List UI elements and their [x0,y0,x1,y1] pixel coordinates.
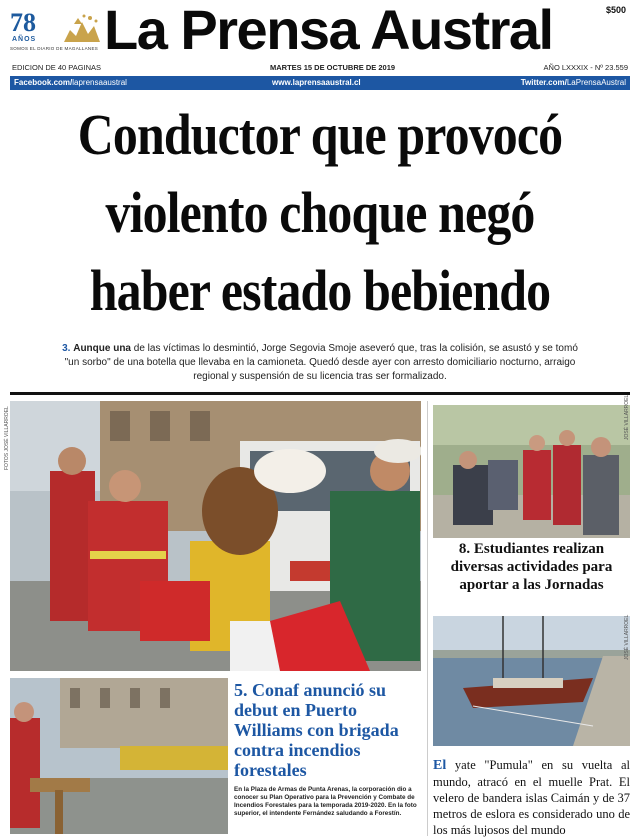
section-divider [10,392,630,395]
column-divider [427,401,428,836]
anniversary-logo [10,6,100,52]
conaf-headline [234,680,424,780]
social-bar [10,76,630,90]
conaf-page-number: 5. [234,680,248,700]
yacht-dropcap: El [433,758,447,773]
conaf-headline-text: Conaf anunció su debut en Puerto Williams con brigada contra incendios forestales [234,680,399,780]
main-headline [45,96,595,330]
lead-text: de las víctimas lo desmintió, Jorge Segovia Smoje aseveró que, tras la colisión, se asustó y se tomó "un sorbo" de una botella que llevaba en la camioneta. Quedó desde ayer con arresto domiciliario nocturno, arraigo regional y suspensión de su licencia tras ser formalizado. [64,343,578,382]
lead-page-number: 3. [62,343,71,354]
students-photo-illustration [433,405,630,538]
yacht-photo [433,616,630,746]
twitter-link[interactable]: Twitter.com/LaPrensaAustral [520,78,626,87]
main-photo-credit: FOTOS JOSÉ VILLARROEL [4,406,10,470]
anniversary-word: AÑOS [12,36,37,43]
headline-line-2: violento choque negó [105,180,535,245]
headline-line-3: haber estado bebiendo [89,258,551,323]
newspaper-title: La Prensa Austral [104,0,553,61]
main-photo-illustration [10,401,421,671]
yacht-photo-illustration [433,616,630,746]
edition-pages: EDICION DE 40 PAGINAS [12,63,102,72]
anniversary-number: 78 [10,8,36,37]
conaf-photo-illustration [10,678,228,834]
headline-line-1: Conductor que provocó [77,102,563,167]
students-headline [433,540,630,594]
masthead [0,0,640,62]
yacht-caption [433,757,630,838]
facebook-link[interactable]: Facebook.com/laprensaaustral [14,78,127,87]
info-line [0,62,640,74]
website-link[interactable]: www.laprensaaustral.cl [272,78,361,87]
conaf-story [234,680,424,818]
crest-icon [60,12,104,44]
conaf-photo [10,678,228,834]
main-photo [10,401,421,671]
anniversary-tagline: SOMOS EL DIARIO DE MAGALLANES [10,46,99,51]
students-photo [433,405,630,538]
lead-paragraph [60,342,580,384]
students-photo-credit: JOSÉ VILLARROEL [624,394,630,440]
students-headline-text: Estudiantes realizan diversas actividades para aportar a las Jornadas [450,541,613,593]
conaf-body: En la Plaza de Armas de Punta Arenas, la corporación dio a conocer su Plan Operativo para la Prevención y Combate de Incendios Forestales para la temporada 2019-2020. En la foto superior, el intendente Fernández saludando a Forestín. [234,786,417,817]
yacht-caption-text: yate "Pumula" en su vuelta al mundo, atracó en el muelle Prat. El velero de bandera islas Caimán y de 37 metros de eslora es considerado uno de los más lujosos del mundo [433,758,631,837]
lead-bold-start: Aunque una [73,343,131,354]
students-page-number: 8. [458,541,471,557]
yacht-photo-credit: JOSÉ VILLARROEL [624,614,630,660]
price: $500 [605,5,626,15]
publication-date: MARTES 15 DE OCTUBRE DE 2019 [270,63,396,72]
issue-number: AÑO LXXXIX - Nº 23.559 [543,63,628,72]
